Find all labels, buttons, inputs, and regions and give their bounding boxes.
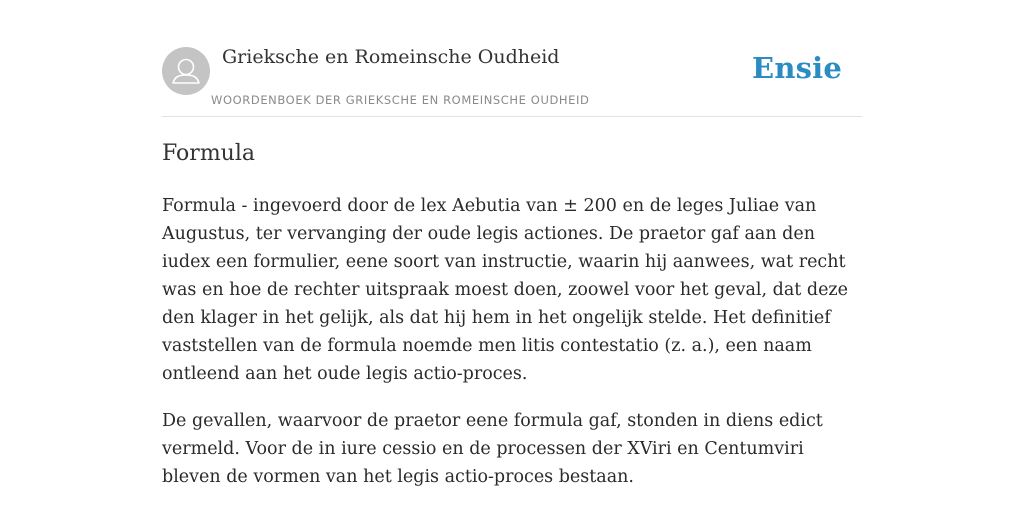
user-icon: [162, 47, 210, 95]
entry-body: [162, 192, 862, 510]
source-subtitle: WOORDENBOEK DER GRIEKSCHE EN ROMEINSCHE OUDHEID: [211, 93, 590, 107]
source-header: [162, 0, 862, 117]
page-content: [162, 0, 862, 487]
entry-paragraph: Formula - ingevoerd door de lex Aebutia van ± 200 en de leges Juliae van Augustus, ter vervanging der oude legis actiones. De praetor gaf aan den iudex een formulier, eene soort van instructie, waarin hij aanwees, wat recht was en hoe de rechter uitspraak moest doen, zoowel voor het geval, dat deze den klager in het gelijk, als dat hij hem in het ongelijk stelde. Het definitief vaststellen van de formula noemde men litis contestatio (z. a.), een naam ontleend aan het oude legis actio-proces.: [162, 196, 849, 384]
entry-paragraph: De gevallen, waarvoor de praetor eene formula gaf, stonden in diens edict vermeld. Voor de in iure cessio en de processen der XViri en Centumviri bleven de vormen van het legis actio-proces bestaan.: [162, 411, 823, 487]
source-title-link[interactable]: Grieksche en Romeinsche Oudheid: [222, 46, 560, 68]
source-avatar[interactable]: [162, 47, 210, 95]
entry-title: Formula: [162, 141, 256, 166]
brand-logo[interactable]: Ensie: [752, 51, 842, 85]
